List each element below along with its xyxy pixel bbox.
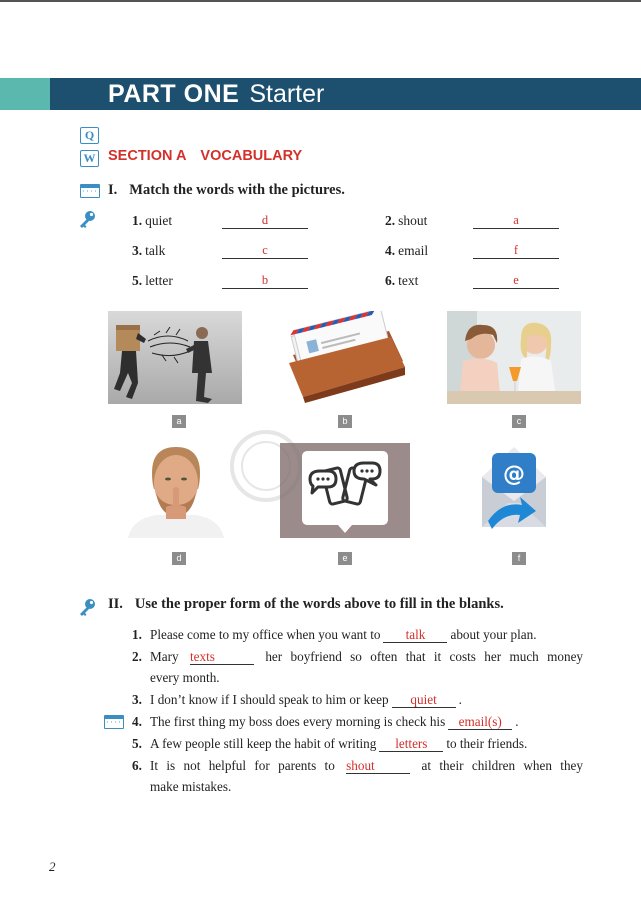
fill-item-2-continued: every month. [150,670,220,685]
picture-label-e: e [338,552,352,565]
exercise-2-number: II. [108,596,123,612]
exercise-1-title: Match the words with the pictures. [129,182,345,198]
section-label: SECTION A [108,148,187,164]
picture-c-talking [447,311,581,404]
match-answer-2[interactable]: a [473,212,559,229]
match-item-4: 4. email [385,243,429,258]
exercise-2-title: Use the proper form of the words above to fill in the blanks. [134,596,504,612]
picture-label-a: a [172,415,186,428]
q-icon: Q [80,127,99,144]
match-answer-1[interactable]: d [222,212,308,229]
w-icon: W [80,150,99,167]
picture-label-b: b [338,415,352,428]
key-icon [77,209,97,229]
key-icon [77,597,97,617]
watermark-seal [226,426,306,506]
match-item-5: 5. letter [132,273,173,288]
header-band-accent [0,78,50,110]
section-title [108,148,302,164]
match-answer-3[interactable]: c [222,242,308,259]
match-item-3: 3. talk [132,243,166,258]
section-name: VOCABULARY [200,148,303,164]
fill-item-1: 1. Please come to my office when you want to talk about your plan. [132,627,537,642]
fill-answer-4[interactable]: email(s) [448,715,512,730]
match-item-2: 2. shout [385,213,428,228]
svg-text:@: @ [503,462,525,487]
fill-item-3: 3. I don’t know if I should speak to him or keep quiet . [132,692,462,707]
match-answer-6: e [473,272,559,289]
fill-answer-1[interactable]: talk [383,628,447,643]
top-rule [0,0,641,2]
page-title [108,78,324,110]
part-subtitle: Starter [249,80,325,108]
exercise-1-heading [108,182,345,199]
exercise-1-number: I. [108,182,118,198]
fill-item-6-continued: make mistakes. [150,779,232,794]
match-answer-5[interactable]: b [222,272,308,289]
picture-f-email [478,443,550,538]
match-item-6: 6. text [385,273,419,288]
note-icon [104,715,124,729]
picture-d-quiet [120,443,230,538]
picture-label-f: f [512,552,526,565]
fill-item-2: 2. Mary texts her boyfriend so often that it costs her much money [132,649,584,664]
fill-answer-6[interactable]: shout [346,759,410,774]
match-item-1: 1. quiet [132,213,173,228]
part-label: PART ONE [108,80,240,108]
picture-label-c: c [512,415,526,428]
fill-answer-2[interactable]: texts [190,650,254,665]
exercise-2-heading [108,596,504,613]
picture-b-letters [285,311,409,404]
picture-a-shouting [108,311,242,404]
note-icon [80,184,100,198]
match-answer-4[interactable]: f [473,242,559,259]
fill-answer-3[interactable]: quiet [392,693,456,708]
page-number: 2 [49,859,56,874]
fill-answer-5[interactable]: letters [379,737,443,752]
fill-item-6: 6. It is not helpful for parents to shout at their children when they [132,758,583,773]
fill-item-5: 5. A few people still keep the habit of writing letters to their friends. [132,736,528,751]
fill-item-4: 4. The first thing my boss does every morning is check his email(s) . [132,714,519,729]
picture-label-d: d [172,552,186,565]
